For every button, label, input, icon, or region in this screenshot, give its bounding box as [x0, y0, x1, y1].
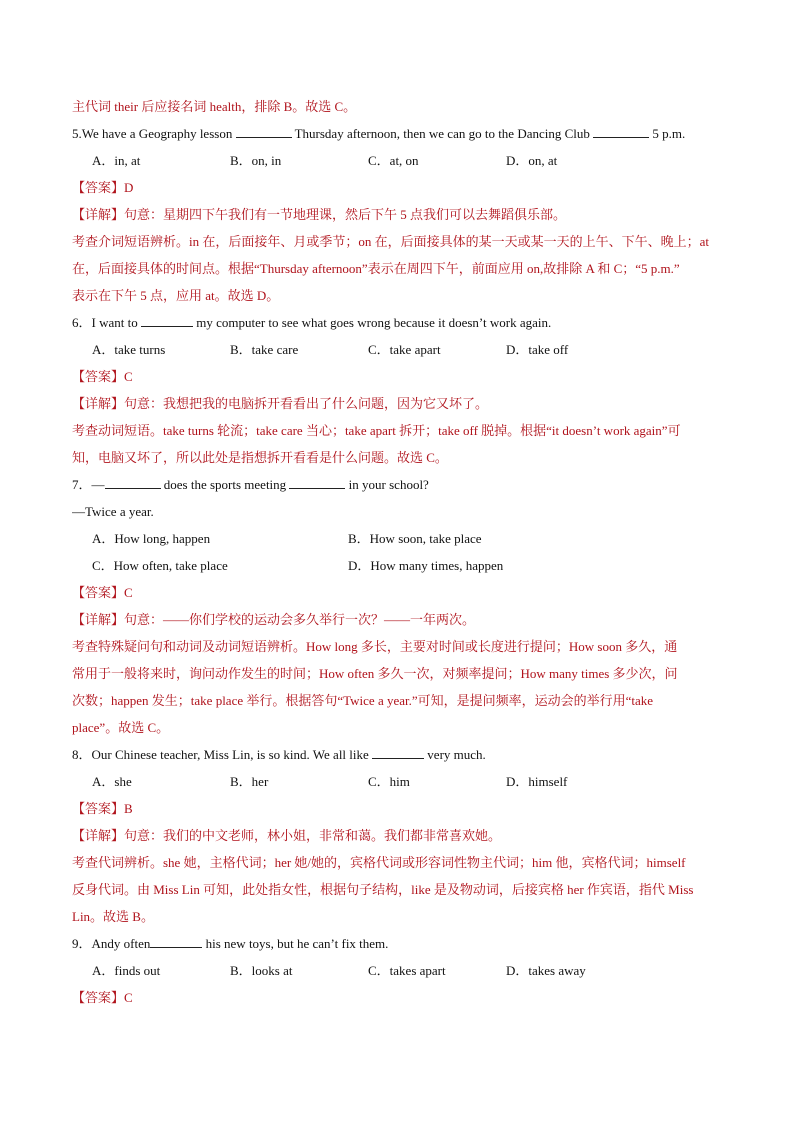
exercise-page [72, 93, 732, 1011]
answer-blank [372, 747, 424, 759]
q8-answer: 【答案】B [72, 801, 133, 816]
q8-detail-line: Lin。故选 B。 [72, 909, 154, 924]
answer-blank [593, 126, 649, 138]
q8-detail-line: 考查代词辨析。she 她，主格代词；her 她/她的，宾格代词或形容词性物主代词；him 他，宾格代词；himself [72, 855, 686, 870]
q7-reply: —Twice a year. [72, 504, 154, 519]
q8-stem: 8．Our Chinese teacher, Miss Lin, is so kind. We all like very much. [72, 747, 486, 762]
option-c: C．How often, take place [92, 558, 228, 573]
q5-detail-line: 在，后面接具体的时间点。根据“Thursday afternoon”表示在周四下午，前面应用 on,故排除 A 和 C；“5 p.m.” [72, 261, 680, 276]
q7-detail-line: 考查特殊疑问句和动词及动词短语辨析。How long 多长，主要对时间或长度进行提问；How soon 多久，通 [72, 639, 678, 654]
option-c: C．at, on [368, 153, 419, 168]
option-d: D．on, at [506, 153, 558, 168]
option-b: B．on, in [230, 153, 282, 168]
q7-detail-line: place”。故选 C。 [72, 720, 170, 735]
option-d: D．How many times, happen [348, 558, 504, 573]
q6-detail-line: 知，电脑又坏了，所以此处是指想拆开看看是什么问题。故选 C。 [72, 450, 448, 465]
option-a: A．she [92, 774, 132, 789]
answer-blank [289, 477, 345, 489]
q9-answer: 【答案】C [72, 990, 133, 1005]
option-c: C．take apart [368, 342, 441, 357]
q9-options [72, 957, 732, 984]
q5-stem: 5.We have a Geography lesson Thursday afternoon, then we can go to the Dancing Club 5 p.m. [72, 126, 686, 141]
option-d: D．takes away [506, 963, 586, 978]
q7-detail-line: 【详解】句意：——你们学校的运动会多久举行一次？——一年两次。 [72, 612, 476, 627]
q8-detail-line: 【详解】句意：我们的中文老师，林小姐，非常和蔼。我们都非常喜欢她。 [72, 828, 502, 843]
q6-options [72, 336, 732, 363]
q7-detail-line: 次数；happen 发生；take place 举行。根据答句“Twice a year.”可知，是提问频率，运动会的举行用“take [72, 693, 654, 708]
option-d: D．take off [506, 342, 569, 357]
option-b: B．her [230, 774, 269, 789]
q9-stem: 9．Andy often his new toys, but he can’t fix them. [72, 936, 389, 951]
q5-detail-line: 【详解】句意：星期四下午我们有一节地理课，然后下午 5 点我们可以去舞蹈俱乐部。 [72, 207, 567, 222]
q7-answer: 【答案】C [72, 585, 133, 600]
q5-options [72, 147, 732, 174]
option-a: A．in, at [92, 153, 141, 168]
q6-stem: 6．I want to my computer to see what goes wrong because it doesn’t work again. [72, 315, 552, 330]
option-d: D．himself [506, 774, 568, 789]
option-b: B．take care [230, 342, 299, 357]
q4-explanation-tail: 主代词 their 后应接名词 health，排除 B。故选 C。 [72, 99, 357, 114]
q6-detail-line: 考查动词短语。take turns 轮流；take care 当心；take apart 拆开；take off 脱掉。根据“it doesn’t work again”可 [72, 423, 681, 438]
answer-blank [150, 936, 202, 948]
q5-detail-line: 考查介词短语辨析。in 在，后面接年、月或季节；on 在，后面接具体的某一天或某一天的上午、下午、晚上；at [72, 234, 709, 249]
answer-blank [236, 126, 292, 138]
option-c: C．him [368, 774, 410, 789]
option-b: B．looks at [230, 963, 293, 978]
q6-detail-line: 【详解】句意：我想把我的电脑拆开看看出了什么问题，因为它又坏了。 [72, 396, 489, 411]
option-a: A．finds out [92, 963, 161, 978]
q7-stem: 7．— does the sports meeting in your school? [72, 477, 429, 492]
answer-blank [105, 477, 161, 489]
option-c: C．takes apart [368, 963, 446, 978]
q8-options [72, 768, 732, 795]
q5-detail-line: 表示在下午 5 点，应用 at。故选 D。 [72, 288, 280, 303]
q7-options-row1 [72, 525, 732, 552]
q7-options-row2 [72, 552, 732, 579]
answer-blank [141, 315, 193, 327]
option-b: B．How soon, take place [348, 531, 482, 546]
q7-detail-line: 常用于一般将来时，询问动作发生的时间；How often 多久一次，对频率提问；How many times 多少次，问 [72, 666, 678, 681]
q8-detail-line: 反身代词。由 Miss Lin 可知，此处指女性，根据句子结构，like 是及物动词，后接宾格 her 作宾语，指代 Miss [72, 882, 694, 897]
q5-answer: 【答案】D [72, 180, 134, 195]
option-a: A．How long, happen [92, 531, 211, 546]
q6-answer: 【答案】C [72, 369, 133, 384]
option-a: A．take turns [92, 342, 166, 357]
